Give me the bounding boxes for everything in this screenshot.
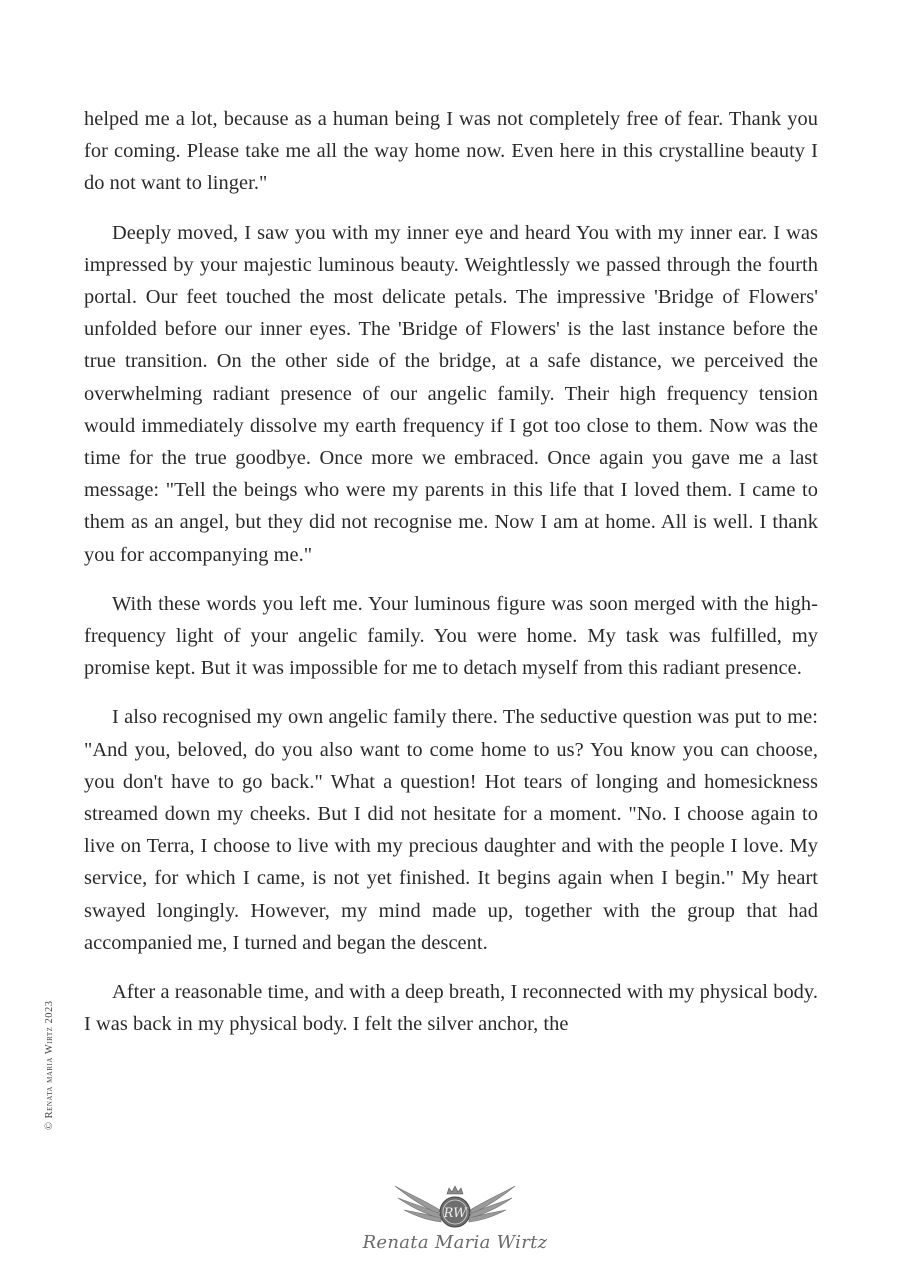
page-body	[84, 103, 818, 1057]
paragraph-5: After a reasonable time, and with a deep breath, I reconnected with my physical body. I was back in my physical body. I felt the silver anchor, the	[84, 981, 818, 1036]
paragraph-3: With these words you left me. Your luminous figure was soon merged with the high-frequency light of your angelic family. You were home. My task was fulfilled, my promise kept. But it was impossible for me to detach myself from this radiant presence.	[84, 592, 818, 680]
paragraph-4: I also recognised my own angelic family there. The seductive question was put to me: "And you, beloved, do you also want to come home to us? You know you can choose, you don't have to go back." What a question! Hot tears of longing and homesickness streamed down my cheeks. But I did not hesitate for a moment. "No. I choose again to live on Terra, I choose to live with my precious daughter and with the people I love. My service, for which I came, is not yet finished. It begins again when I begin." My heart swayed longingly. However, my mind made up, together with the group that had accompanied me, I turned and began the descent.	[84, 706, 818, 954]
paragraph-2: Deeply moved, I saw you with my inner eye and heard You with my inner ear. I was impressed by your majestic luminous beauty. Weightlessly we passed through the fourth portal. Our feet touched the most delicate petals. The impressive 'Bridge of Flowers' unfolded before our inner eyes. The 'Bridge of Flowers' is the last instance before the true transition. On the other side of the bridge, at a safe distance, we perceived the overwhelming radiant presence of our angelic family. Their high frequency tension would immediately dissolve my earth frequency if I got too close to them. Now was the time for the true goodbye. Once more we embraced. Once again you gave me a last message: "Tell the beings who were my parents in this life that I loved them. I came to them as an angel, but they did not recognise me. Now I am at home. All is well. I thank you for accompanying me."	[84, 221, 818, 566]
paragraph-1: helped me a lot, because as a human being I was not completely free of fear. Thank you for coming. Please take me all the way home now. Even here in this crystalline beauty I do not want to linger."	[84, 108, 818, 195]
author-logo	[360, 1180, 550, 1266]
copyright-sidebar: © Renata maria Wirtz 2023	[44, 1000, 55, 1130]
winged-crown-emblem-icon	[360, 1180, 550, 1236]
author-signature: Renata Maria Wirtz	[362, 1232, 548, 1253]
logo-monogram: RW	[443, 1206, 467, 1221]
